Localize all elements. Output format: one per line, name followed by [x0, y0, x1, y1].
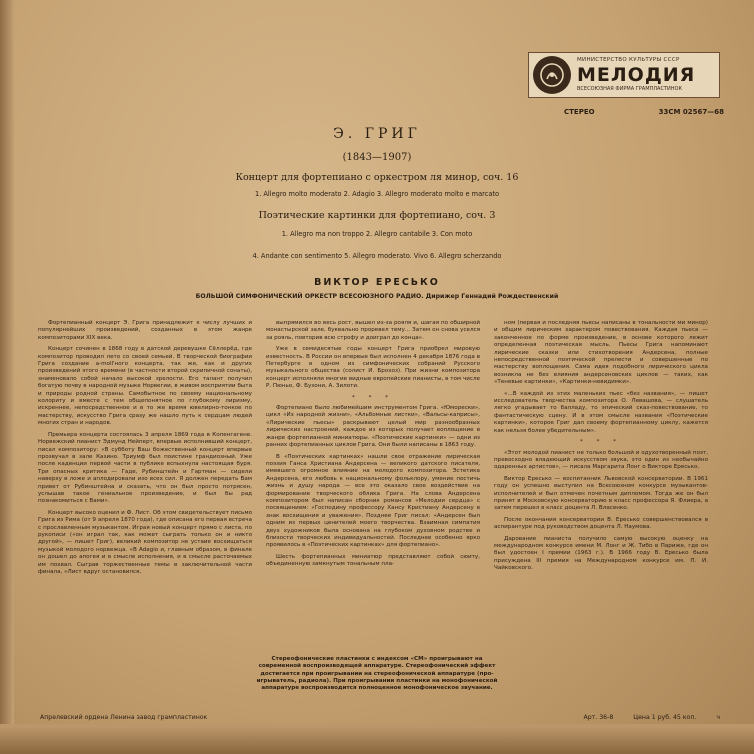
paragraph: «...В каждой из этих маленьких пьес «без названия», — пишет исследователь творчества композитора О. Левашова, — слушатель легко угадывает то балладу, то эпический сказ-повествование, то фантастическую сцену. И в этом смысле названия «Поэтические картинки», которое Григ дал своему фортепианному циклу, кажется как нельзя более убедительным». — [494, 390, 708, 434]
paragraph: Виктор Ересько — воспитанник Львовской консерватории. В 1961 году он успешно выступил на Всесоюзном конкурсе музыкантов-исполнителей и был отмечен почетным дипломом. Тогда же он был принят в Московскую консерваторию в класс профессора Я. Флиера, а затем перешел в класс доцента Л. Власенко. — [494, 475, 708, 512]
paragraph: Фортепианный концерт Э. Грига принадлежит к числу лучших и популярнейших произведений, созданных в этом жанре композиторами XIX века. — [38, 320, 252, 341]
work-movements-2b: 4. Andante con sentimento 5. Allegro moderato. Vivo 6. Allegro scherzando — [252, 252, 502, 260]
stereo-notice-line: достигается при проигрывании на стереофонической аппаратуре (про- — [260, 670, 494, 677]
composer-name: Э. ГРИГ — [333, 126, 421, 142]
orchestra-credit: БОЛЬШОЙ СИМФОНИЧЕСКИЙ ОРКЕСТР ВСЕСОЮЗНОГО РАДИО. Дирижер Геннадий Рождественский — [195, 293, 559, 300]
work-title-1: Концерт для фортепиано с оркестром ля минор, соч. 16 — [235, 172, 519, 183]
paragraph: Концерт высоко оценил и Ф. Лист. Об этом свидетельствует письмо Грига из Рима (от 9 апреля 1870 года), где описана его первая встреча с прославленным музыкантом. Играя новый концерт прямо с листа, по рукописи («он играл так, как может сыграть только он и никто другой», — пишет Григ), великий композитор не устаие восхищаться музыкой молодого норвежца. «В Adagio и, главным образом, в финале он дошел до апогея и в смысле исполнения, и в смысле расточаемых им похвал. Сыграв торжественные темы в заключительной части финала, «Лист вдруг остановился, — [38, 509, 252, 575]
performer-name: ВИКТОР ЕРЕСЬКО — [314, 277, 440, 288]
footer-mark: ч — [716, 714, 720, 721]
stereo-notice-line: аппаратуре воспроизводится полноценное монофоническое звучание. — [261, 685, 493, 692]
plant-name: Апрелевский ордена Ленина завод грампластинок — [40, 714, 208, 721]
paragraph: Шесть фортепианных миниатюр представляют собой сюиту, объединенную замкнутым тональным пла- — [266, 553, 480, 568]
sleeve-bottom-edge — [0, 724, 754, 754]
paragraph: «Этот молодой пианист не только большой и одухотворенный поэт, превосходно владеющий искусством звука, это один из необычайно одаренных артистов», — писала Маргарита Лонг о Викторе Ересько. — [494, 449, 708, 471]
paragraph: В «Поэтических картинках» нашли свое отражение лирическая поэзия Ганса Христиана Андерсена — великого датского писателя, имевшего огромное влияние на молодого композитора. Эстетика Андерсена, его любовь к национальному фольклору, умение постичь жизнь и душу народа — все это оказало свое воздействие на формирование творческого облика Грига. На слова Андерсена композитором был написан сборник романсов «Мелодии сердца» с посвящением: «Господину профессору Хансу Кристиану Андерсену в знак восхищения и уважения». Позднее Григ писал: «Андерсен был одним из первых ценителей моего творчества. Взаимная симпатия двух художников была основана на глубоком духовном родстве и близости творческих индивидуальностей. Последнее особенно ярко проявилось в «Поэтических картинках» для фортепиано». — [266, 453, 480, 549]
section-divider: * * * — [352, 394, 394, 401]
stereo-notice-line: Стереофонические пластинки с индексом «СМ» проигрывают на — [271, 656, 483, 662]
stereo-notice — [0, 656, 754, 692]
stereo-mark: СТЕРЕО — [564, 108, 595, 116]
melodiya-label — [528, 52, 720, 98]
notes-column-3 — [494, 320, 708, 610]
work-movements-2a: 1. Allegro ma non troppo 2. Allegro cantabile 3. Con moto — [281, 230, 473, 238]
stereo-notice-line: игрыватель, радиола). При проигрывании пластинки на монофонической — [256, 677, 498, 684]
catalog-info — [564, 108, 724, 116]
paragraph: Фортепиано было любимейшим инструментом Грига. «Юморески», цикл «Из народной жизни», «Альбомные листки», «Вальсы-каприсы», «Лирические пьесы» раскрывают целый мир разнообразных лирических настроений, каждое из которых получает воплощение в жанре фортепианной миниатюры. «Поэтические картинки» — одни из ранних фортепианных циклов Грига. Они были написаны в 1863 году. — [266, 405, 480, 449]
price: Цена 1 руб. 45 коп. — [633, 714, 697, 721]
paragraph: Премьера концерта состоялась 3 апреля 1869 года в Копенгагене. Норвежский пианист Эдмунд Нейперт, впервые исполнивший концерт, писал композитору: «В субботу Ваш божественный концерт впервые прозвучал в зале Казино. Триумф был поистине грандиозный. Уже после каденции первой части в публике вспыхнула настоящая буря. Три опасных критика — Гаде, Рубинштейн и Гартман — сидели наверху в ложе и аплодировали изо всех сил. Я должен передать Вам привет от Рубинштейна и сказать, что он был просто потрясен, услышав такое гениальное произведение, и был бы рад познакомиться с Вами». — [38, 431, 252, 505]
sleeve-left-edge — [0, 0, 14, 754]
catalog-number: 33СМ 02567—68 — [658, 108, 724, 116]
paragraph: ном (первая и последняя пьесы написаны в тональности ми минор) и общим лирическим характером повествования. Каждая пьеса — законченное по форме произведение, в основе которого лежит определенная поэтическая мысль. Пьесы Грига напоминают лирические сказки или стихотворения Андерсена, полные непосредственной поэтической прелести и совершенные по мастерству воплощения. Сама идея подобного лирического цикла возникла не без влияния андерсеновских циклов — таких, как «Теневые картинки», «Картинки-невидимки». — [494, 320, 708, 386]
section-divider: * * * — [580, 439, 622, 446]
notes-column-1 — [38, 320, 252, 610]
ministry-text: МИНИСТЕРСТВО КУЛЬТУРЫ СССР — [577, 57, 680, 64]
melodiya-logo-icon — [533, 56, 571, 94]
stereo-notice-line: современной воспроизводящей аппаратуре. Стереофонический эффект — [258, 663, 496, 670]
work-title-2: Поэтические картинки для фортепиано, соч. 3 — [258, 210, 496, 221]
paragraph: выпрямился во весь рост, вышел из-за рояля и, шагая по обширной монастырской зале, буквально проревел тему... Затем он снова уселся за рояль, повторив всю строфу и доиграл до конца». — [266, 320, 480, 341]
notes-column-2 — [266, 320, 480, 610]
composer-years: (1843—1907) — [342, 152, 412, 163]
paragraph: После окончания консерватории В. Ересько совершенствовался в аспирантуре под руководством доцента Л. Наумова. — [494, 516, 708, 531]
article-number: Арт. 36-8 — [583, 714, 614, 721]
footer-right — [584, 714, 720, 721]
firm-text: ВСЕСОЮЗНАЯ ФИРМА ГРАМПЛАСТИНОК — [577, 85, 683, 92]
paragraph: Концерт сочинен в 1868 году в датской деревушке Сёллерёд, где композитор проводил лето со своей семьей. В творческой биографии Грига создание а-moll'ного концерта, так же, как и других произведений этого времени (в частности второй скрипичной сонаты), знаменовало собой начало высокой зрелости. Его талант получил богатую почву в народной музыке Норвегии, в живом восприятии быта и природы родной страны. Самобытное по своему национальному колориту и вместе с тем общепонятное по глубокому лиризму, искреннее, непосредственное и в то же время ювелирно-тонкое по мастерству, искусство Грига сразу же нашло путь к сердцам людей многих стран и народов. — [38, 346, 252, 427]
paragraph: Уже в семидесятые годы концерт Грига приобрел мировую известность. В России он впервые был исполнен 4 декабря 1876 года в Петербурге в одном из симфонических собраний Русского музыкального общества (солист И. Брохоз). При жизни композитора концерт исполняли многие видные европейские пианисты, в том числе Р. Пюньо, Ф. Бузони, А. Зилоти. — [266, 346, 480, 390]
footer — [40, 714, 720, 721]
paragraph: Дарование пианиста получило самую высокую оценку на международном конкурсе имени М. Лонг и Ж. Тибо в Париже, где он был удостоен I премии (1963 г.). В 1966 году В. Ересько была присуждена III премия на Международном конкурсе им. П. И. Чайковского. — [494, 535, 708, 572]
brand-name: МЕЛОДИЯ — [577, 63, 696, 86]
work-movements-1: 1. Allegro molto moderato 2. Adagio 3. Allegro moderato molto e marcato — [255, 190, 499, 198]
liner-notes — [38, 320, 708, 610]
